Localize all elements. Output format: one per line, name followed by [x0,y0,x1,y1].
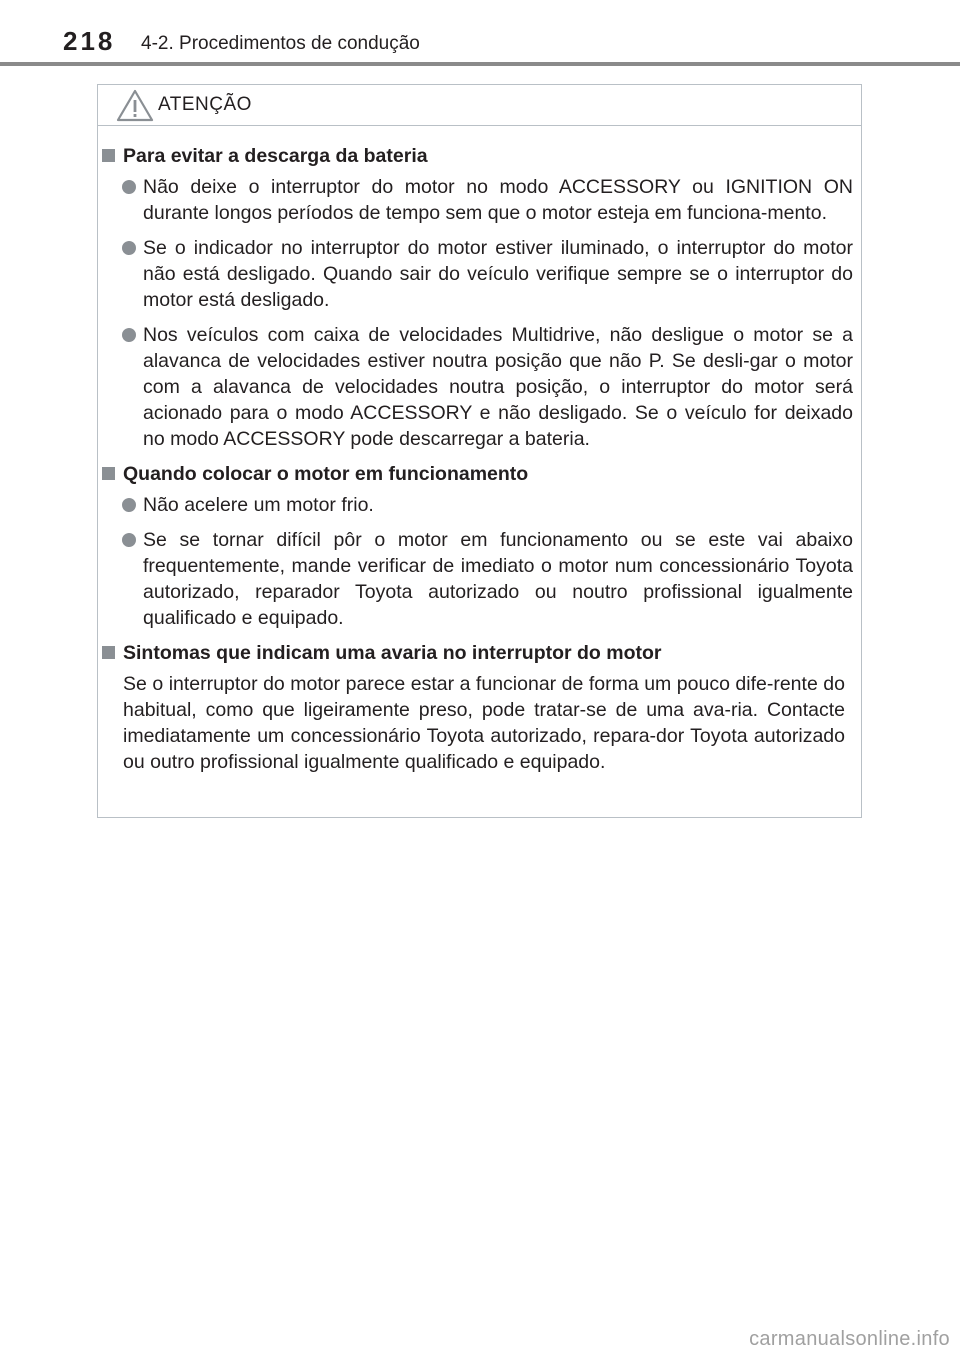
section-heading-text: Sintomas que indicam uma avaria no interruptor do motor [123,642,662,664]
circle-bullet-icon [122,328,136,342]
section-heading [98,640,861,666]
page-number: 218 [63,26,116,56]
list-item-text: Não deixe o interruptor do motor no modo ACCESSORY ou IGNITION ON durante longos períodos de tempo sem que o motor esteja em funciona-mento. [143,176,853,224]
section-battery [98,143,861,452]
list-item-text: Se o indicador no interruptor do motor estiver iluminado, o interruptor do motor não está desligado. Quando sair do veículo verifique sempre se o interruptor do motor está desligado. [143,237,853,311]
square-bullet-icon [102,467,115,480]
list-item [98,235,861,313]
warning-content [98,143,861,775]
list-item [98,492,861,518]
warning-triangle-icon [116,89,154,122]
square-bullet-icon [102,149,115,162]
section-paragraph: Se o interruptor do motor parece estar a funcionar de forma um pouco dife-rente do habitual, como que ligeiramente preso, pode tratar-se de uma ava-ria. Contacte imediatamente um concessionário Toyota autorizado, repara-dor Toyota autorizado ou outro profissional igualmente qualificado e equipado. [123,673,845,773]
circle-bullet-icon [122,533,136,547]
list-item [98,174,861,226]
circle-bullet-icon [122,180,136,194]
watermark: carmanualsonline.info [749,1328,950,1350]
section-title: 4-2. Procedimentos de condução [141,33,420,54]
list-item-text: Não acelere um motor frio. [143,494,374,516]
list-item-text: Se se tornar difícil pôr o motor em funcionamento ou se este vai abaixo frequentemente, mande verificar de imediato o motor num concessionário Toyota autorizado, reparador Toyota autorizado ou noutro profissional igualmente qualificado e equipado. [143,529,853,629]
warning-header [98,85,861,126]
warning-box [97,84,862,818]
list-item [98,322,861,452]
page-header [0,0,960,68]
list-item [98,527,861,631]
square-bullet-icon [102,646,115,659]
circle-bullet-icon [122,241,136,255]
header-divider [0,62,960,66]
section-heading [98,461,861,487]
section-heading-text: Quando colocar o motor em funcionamento [123,463,529,485]
circle-bullet-icon [122,498,136,512]
warning-label: ATENÇÃO [158,94,252,115]
list-item-text: Nos veículos com caixa de velocidades Multidrive, não desligue o motor se a alavanca de velocidades estiver noutra posição que não P. Se desli-gar o motor com a alavanca de velocidades noutra posição, o interruptor do motor será acionado para o modo ACCESSORY e não desligado. Se o veículo for deixado no modo ACCESSORY pode descarregar a bateria. [143,324,853,450]
section-symptoms [98,640,861,775]
section-heading-text: Para evitar a descarga da bateria [123,145,428,167]
section-heading [98,143,861,169]
section-starting [98,461,861,631]
